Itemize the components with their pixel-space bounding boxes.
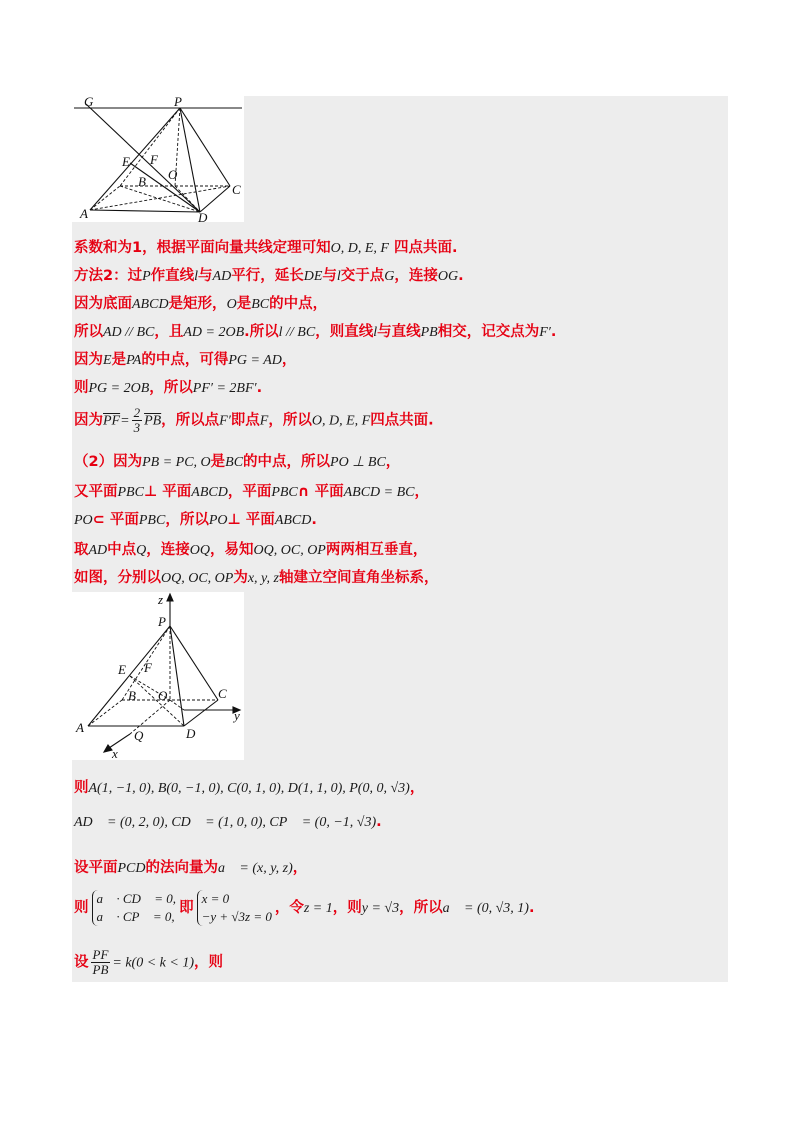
pyramid-figure-2 bbox=[72, 592, 244, 760]
text-line-1: 系数和为1，根据平面向量共线定理可知O, D, E, F 四点共面. bbox=[74, 240, 458, 256]
label-p: P bbox=[158, 614, 166, 629]
pyramid-coordinate-diagram bbox=[72, 592, 244, 760]
text-line-12: 如图，分别以OQ, OC, OP为x, y, z轴建立空间直角坐标系， bbox=[74, 570, 439, 586]
text-line-2: 方法2：过P作直线l与AD平行，延长DE与l交于点G，连接OG. bbox=[74, 268, 464, 284]
label-c: C bbox=[218, 686, 227, 701]
label-a: A bbox=[76, 720, 84, 735]
fraction-pf-pb: $\frac{PF}{PB}$ bbox=[92, 947, 109, 977]
text-line-15: 设平面PCD的法向量为a⃗ = (x, y, z)， bbox=[74, 860, 308, 876]
pyramid-diagram-1 bbox=[72, 96, 244, 222]
label-o: O bbox=[158, 688, 168, 703]
label-q: Q bbox=[134, 728, 144, 743]
text-line-14: AD⃗ = (0, 2, 0), CD⃗ = (1, 0, 0), CP⃗ = (0, −1, √3). bbox=[74, 814, 382, 830]
fraction-two-thirds: $\frac{2}{3}$ bbox=[133, 405, 141, 435]
label-b: B bbox=[128, 688, 136, 703]
text-line-7: 因为$\overline{PF}=$ $\frac{2}{3}$ $\overline{PB}$，所以点F′即点F，所以O, D, E, F四点共面. bbox=[74, 405, 434, 435]
label-p: P bbox=[174, 96, 182, 109]
label-b: B bbox=[138, 174, 146, 189]
label-x: x bbox=[112, 746, 118, 760]
text-line-5: 因为E是PA的中点，可得PG = AD， bbox=[74, 352, 297, 368]
label-g: G bbox=[84, 96, 94, 109]
label-f: F bbox=[150, 152, 158, 167]
label-d: D bbox=[186, 726, 196, 741]
text-line-11: 取AD中点Q，连接OQ，易知OQ, OC, OP两两相互垂直， bbox=[74, 542, 428, 558]
text-line-6: 则PG = 2OB，所以PF′ = 2BF′. bbox=[74, 380, 263, 396]
label-z: z bbox=[158, 592, 164, 607]
equation-system-2: x = 0 −y + √3z = 0 bbox=[197, 890, 272, 926]
equation-system-1: a⃗ · CD⃗ = 0, a⃗ · CP⃗ = 0, bbox=[92, 890, 177, 926]
pyramid-figure-1 bbox=[72, 96, 244, 222]
label-d: D bbox=[198, 210, 208, 222]
text-line-9: 又平面PBC⊥ 平面ABCD，平面PBC∩ 平面ABCD = BC， bbox=[74, 484, 429, 500]
text-line-13: 则A(1, −1, 0), B(0, −1, 0), C(0, 1, 0), D(1, 1, 0), P(0, 0, √3)， bbox=[74, 780, 425, 796]
text-line-16: 则 a⃗ · CD⃗ = 0, a⃗ · CP⃗ = 0, 即 x = 0 −y + √3z = 0 ，令z = 1，则y = √3，所以a⃗ = (0, √3, 1). bbox=[74, 891, 535, 924]
text-line-4: 所以AD // BC，且AD = 2OB.所以l // BC，则直线l与直线PB相交，记交点为F′. bbox=[74, 324, 557, 340]
label-f: F bbox=[144, 660, 152, 675]
label-y: y bbox=[234, 708, 240, 723]
text-line-17: 设 $\frac{PF}{PB}$ = k(0 < k < 1)，则 bbox=[74, 947, 223, 977]
label-e: E bbox=[118, 662, 126, 677]
label-o: O bbox=[168, 167, 178, 182]
text-line-10: PO⊂ 平面PBC，所以PO⊥ 平面ABCD. bbox=[74, 512, 317, 528]
text-line-3: 因为底面ABCD是矩形，O是BC的中点， bbox=[74, 296, 328, 312]
label-c: C bbox=[232, 182, 241, 197]
label-e: E bbox=[122, 154, 130, 169]
label-a: A bbox=[80, 206, 88, 221]
text-line-8: （2）因为PB = PC, O是BC的中点，所以PO ⊥ BC， bbox=[74, 454, 401, 470]
